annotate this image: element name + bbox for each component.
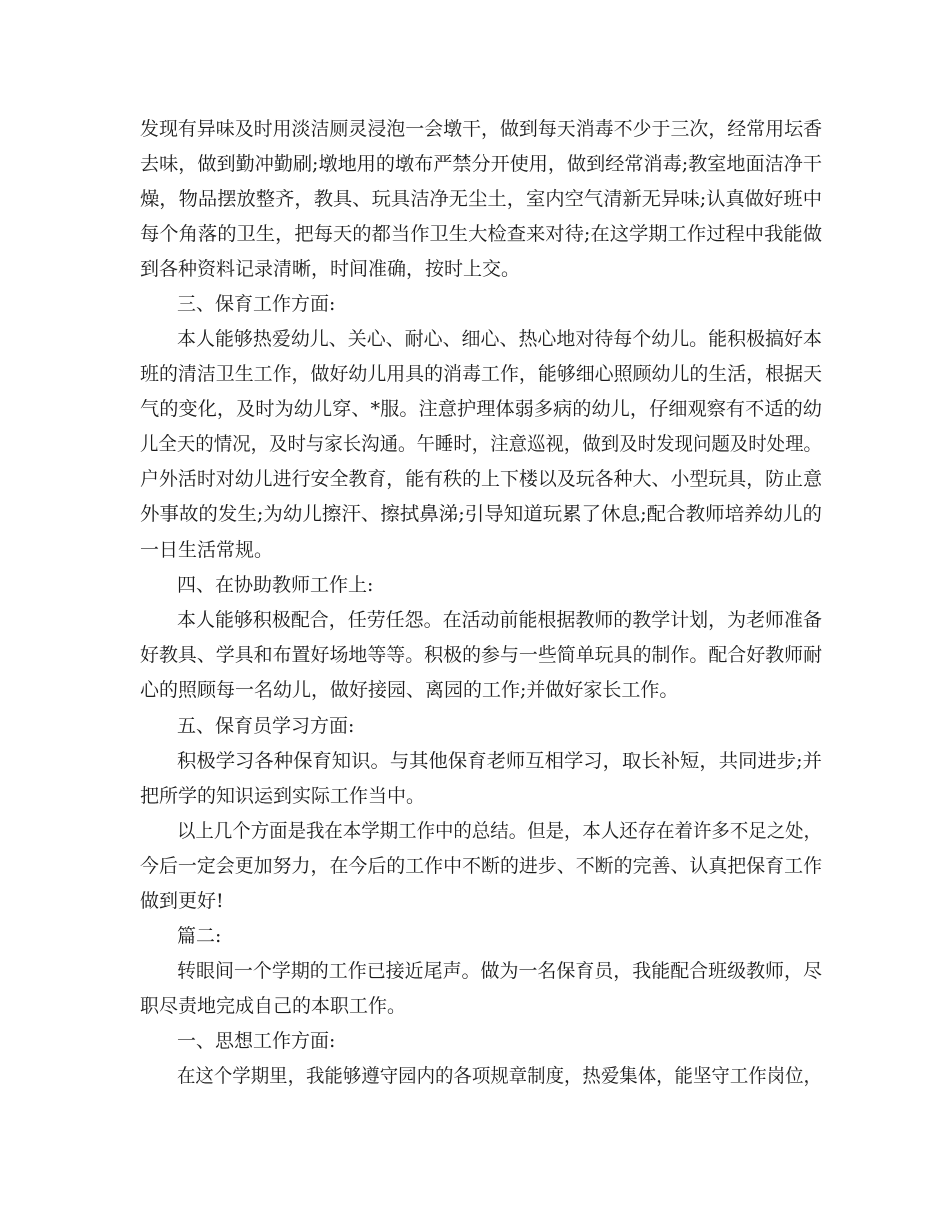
text-line: 职尽责地完成自己的本职工作。 <box>140 995 407 1017</box>
text-line: 到各种资料记录清晰，时间准确，按时上交。 <box>140 258 521 280</box>
text-line: 今后一定会更加努力，在今后的工作中不断的进步、不断的完善、认真把保育工作 <box>140 855 823 877</box>
text-line: 每个角落的卫生，把每天的都当作卫生大检查来对待;在这学期工作过程中我能做 <box>140 223 823 245</box>
text-line: 转眼间一个学期的工作已接近尾声。做为一名保育员，我能配合班级教师，尽 <box>177 960 822 982</box>
text-line: 积极学习各种保育知识。与其他保育老师互相学习，取长补短，共同进步;并 <box>177 750 822 772</box>
section-heading: 五、保育员学习方面: <box>177 715 355 737</box>
text-line: 燥，物品摆放整齐，教具、玩具洁净无尘土，室内空气清新无异味;认真做好班中 <box>140 188 823 210</box>
text-line: 发现有异味及时用淡洁厕灵浸泡一会墩干，做到每天消毒不少于三次，经常用坛香 <box>140 118 823 140</box>
text-line: 一日生活常规。 <box>140 539 274 561</box>
section-heading: 四、在协助教师工作上: <box>177 574 374 596</box>
text-line: 外事故的发生;为幼儿擦汗、擦拭鼻涕;引导知道玩累了休息;配合教师培养幼儿的 <box>140 503 822 525</box>
text-line: 心的照顾每一名幼儿，做好接园、离园的工作;并做好家长工作。 <box>140 679 679 701</box>
text-line: 去味，做到勤冲勤刷;墩地用的墩布严禁分开使用，做到经常消毒;教室地面洁净干 <box>140 153 823 175</box>
text-line: 本人能够热爱幼儿、关心、耐心、细心、热心地对待每个幼儿。能积极搞好本 <box>177 328 822 350</box>
text-line: 把所学的知识运到实际工作当中。 <box>140 785 426 807</box>
text-line: 儿全天的情况，及时与家长沟通。午睡时，注意巡视，做到及时发现问题及时处理。 <box>140 433 822 455</box>
text-line: 本人能够积极配合，任劳任怨。在活动前能根据教师的教学计划，为老师准备 <box>177 609 822 631</box>
text-line: 班的清洁卫生工作，做好幼儿用具的消毒工作，能够细心照顾幼儿的生活，根据天 <box>140 363 823 385</box>
text-line: 以上几个方面是我在本学期工作中的总结。但是，本人还存在着许多不足之处， <box>177 820 822 842</box>
section-heading: 一、思想工作方面: <box>177 1030 336 1052</box>
text-line: 气的变化，及时为幼儿穿、*服。注意护理体弱多病的幼儿，仔细观察有不适的幼 <box>140 398 823 420</box>
text-line: 好教具、学具和布置好场地等等。积极的参与一些简单玩具的制作。配合好教师耐 <box>140 644 823 666</box>
section-heading: 三、保育工作方面: <box>177 293 336 315</box>
text-line: 在这个学期里，我能够遵守园内的各项规章制度，热爱集体，能坚守工作岗位， <box>177 1065 822 1087</box>
section-heading: 篇二: <box>177 925 222 947</box>
text-line: 户外活时对幼儿进行安全教育，能有秩的上下楼以及玩各种大、小型玩具，防止意 <box>140 468 823 490</box>
text-line: 做到更好! <box>140 890 224 912</box>
